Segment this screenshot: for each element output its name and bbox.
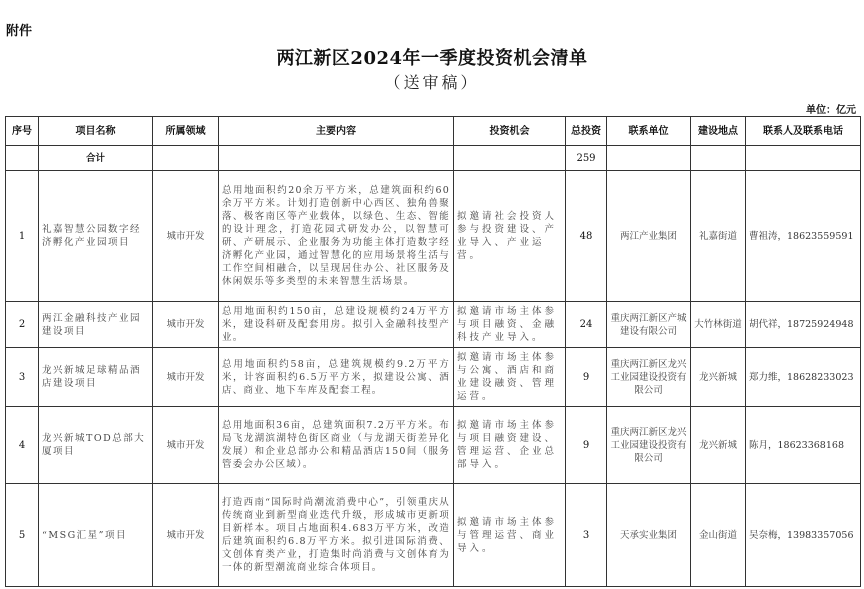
project-investment: 3 (566, 484, 607, 587)
project-location: 龙兴新城 (691, 348, 746, 407)
project-name: 龙兴新城足球精品酒店建设项目 (39, 348, 153, 407)
table-row (6, 302, 861, 348)
project-contact: 吴奈梅，13983357056 (746, 484, 861, 587)
project-location: 龙兴新城 (691, 407, 746, 484)
project-investment: 9 (566, 348, 607, 407)
project-contact: 郑力维，18628233023 (746, 348, 861, 407)
total-label: 合计 (39, 146, 153, 171)
project-name: “MSG汇星”项目 (39, 484, 153, 587)
row-no: 4 (6, 407, 39, 484)
header-contact-unit: 联系单位 (607, 117, 691, 146)
row-no: 5 (6, 484, 39, 587)
header-location: 建设地点 (691, 117, 746, 146)
project-name: 礼嘉智慧公园数字经济孵化产业园项目 (39, 171, 153, 302)
investment-table (5, 116, 861, 587)
row-no: 2 (6, 302, 39, 348)
document-title: 两江新区2024年一季度投资机会清单 (276, 48, 588, 69)
project-contact-unit: 重庆两江新区产城建设有限公司 (607, 302, 691, 348)
project-investment: 48 (566, 171, 607, 302)
total-no (6, 146, 39, 171)
project-content: 总用地面积36亩，总建筑面积7.2万平方米。布局飞龙湖滨湖特色街区商业（与龙湖天街差异化发展）和企业总部办公和精品酒店150间（服务管委会办公区域）。 (219, 407, 454, 484)
total-content (219, 146, 454, 171)
total-contact (746, 146, 861, 171)
project-opportunity: 拟邀请市场主体参与管理运营、商业导入。 (454, 484, 566, 587)
project-location: 礼嘉街道 (691, 171, 746, 302)
document-subtitle: （送审稿） (384, 73, 480, 92)
project-field: 城市开发 (153, 484, 219, 587)
unit-label: 单位：亿元 (806, 105, 856, 116)
project-location: 大竹林街道 (691, 302, 746, 348)
header-name: 项目名称 (39, 117, 153, 146)
project-contact-unit: 重庆两江新区龙兴工业园建设投资有限公司 (607, 348, 691, 407)
project-name: 两江金融科技产业园建设项目 (39, 302, 153, 348)
total-investment: 259 (566, 146, 607, 171)
table-row (6, 171, 861, 302)
total-contact-unit (607, 146, 691, 171)
project-content: 总用地面积约20余万平方米，总建筑面积约60余万平方米。计划打造创新中心西区、独角兽聚落、极客南区等产业载体，以绿色、生态、智能的设计理念，打造花园式研发办公，以智慧可研、产研展示、企业服务为功能主体打造数字经济孵化产业园，通过智慧化的应用场景将生活与工作空间相融合，以呈现居住办公、社区服务及休闲娱乐等多类型的未来智慧生活场景。 (219, 171, 454, 302)
project-contact: 陈月，18623368168 (746, 407, 861, 484)
total-row (6, 146, 861, 171)
project-content: 总用地面积约150亩，总建设规模约24万平方米，建设科研及配套用房。拟引入金融科技型产业。 (219, 302, 454, 348)
project-contact-unit: 重庆两江新区龙兴工业园建设投资有限公司 (607, 407, 691, 484)
header-field: 所属领域 (153, 117, 219, 146)
table-row (6, 484, 861, 587)
project-contact-unit: 两江产业集团 (607, 171, 691, 302)
row-no: 1 (6, 171, 39, 302)
project-opportunity: 拟邀请社会投资人参与投资建设、产业导入、产业运营。 (454, 171, 566, 302)
table-row (6, 407, 861, 484)
project-name: 龙兴新城TOD总部大厦项目 (39, 407, 153, 484)
header-opportunity: 投资机会 (454, 117, 566, 146)
project-field: 城市开发 (153, 302, 219, 348)
project-contact: 胡代祥，18725924948 (746, 302, 861, 348)
project-investment: 24 (566, 302, 607, 348)
project-content: 打造西南“国际时尚潮流消费中心”，引领重庆从传统商业到新型商业迭代升级，形成城市更新项目新样本。项目占地面积4.683万平方米，改造后建筑面积约6.8万平方米。拟引进国际消费、文创体育类产业，打造集时尚消费与文创体育为一体的新型潮流商业综合体项目。 (219, 484, 454, 587)
header-investment: 总投资 (566, 117, 607, 146)
total-field (153, 146, 219, 171)
project-content: 总用地面积约58亩，总建筑规模约9.2万平方米，计容面积约6.5万平方米，拟建设公寓、酒店、商业、地下车库及配套工程。 (219, 348, 454, 407)
total-location (691, 146, 746, 171)
project-contact: 曹祖涛，18623559591 (746, 171, 861, 302)
project-opportunity: 拟邀请市场主体参与项目融资、金融科技产业导入。 (454, 302, 566, 348)
table-row (6, 348, 861, 407)
project-location: 金山街道 (691, 484, 746, 587)
header-content: 主要内容 (219, 117, 454, 146)
table-header-row (6, 117, 861, 146)
project-field: 城市开发 (153, 348, 219, 407)
total-opportunity (454, 146, 566, 171)
project-field: 城市开发 (153, 407, 219, 484)
project-contact-unit: 天承实业集团 (607, 484, 691, 587)
attachment-label: 附件 (6, 24, 33, 39)
project-investment: 9 (566, 407, 607, 484)
project-field: 城市开发 (153, 171, 219, 302)
row-no: 3 (6, 348, 39, 407)
header-contact: 联系人及联系电话 (746, 117, 861, 146)
header-no: 序号 (6, 117, 39, 146)
project-opportunity: 拟邀请市场主体参与公寓、酒店和商业建设融资、管理运营。 (454, 348, 566, 407)
project-opportunity: 拟邀请市场主体参与项目融资建设、管理运营、企业总部导入。 (454, 407, 566, 484)
